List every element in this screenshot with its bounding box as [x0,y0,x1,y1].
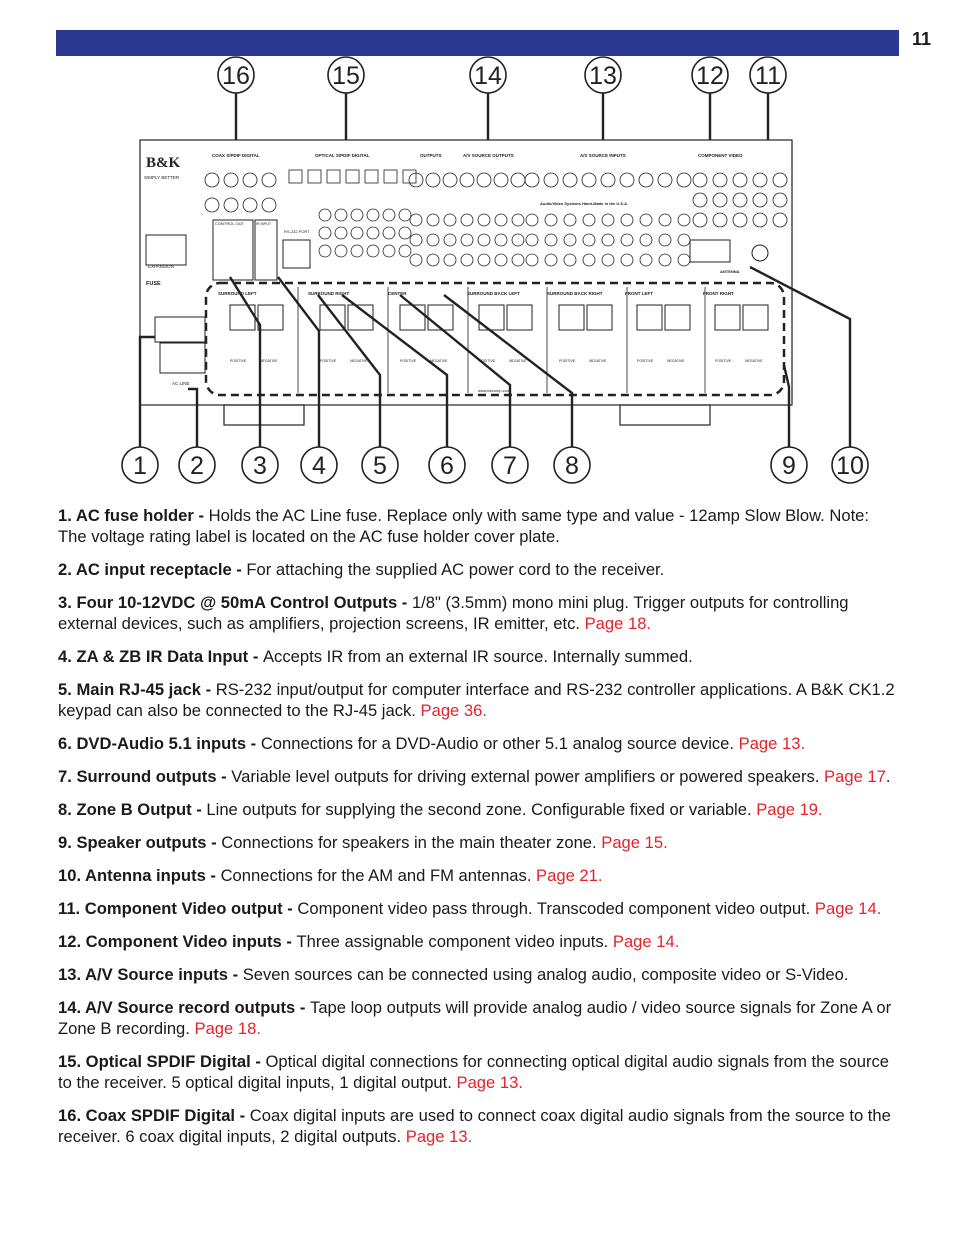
description-item [58,997,898,1039]
brand-logo: B&K [146,155,181,171]
callouts-top [218,57,786,93]
item-term: 12. Component Video inputs - [58,932,297,951]
ir-input-label: IR INPUT [256,222,271,226]
av-inputs-title: A/V SOURCE INPUTS [580,153,626,158]
page-reference-link[interactable]: Page 15. [601,833,668,852]
description-item [58,832,898,853]
negative-label: NEGATIVE [260,359,278,363]
item-term: 6. DVD-Audio 5.1 inputs - [58,734,261,753]
item-text: Component video pass through. Transcoded component video output. [297,899,815,918]
callouts-bottom [122,447,868,483]
rear-panel-diagram [100,55,864,495]
description-item [58,646,898,667]
brand-tagline: SIMPLY BETTER [144,175,180,180]
page-reference-link[interactable]: Page 19. [756,800,823,819]
negative-label: NEGATIVE [667,359,685,363]
negative-label: NEGATIVE [509,359,527,363]
positive-label: POSITIVE [400,359,417,363]
item-term: 3. Four 10-12VDC @ 50mA Control Outputs - [58,593,412,612]
item-text: Variable level outputs for driving external power amplifiers or powered speakers. [231,767,825,786]
positive-label: POSITIVE [320,359,337,363]
speaker-section-label: FRONT LEFT [625,291,653,296]
item-term: 2. AC input receptacle - [58,560,247,579]
description-item [58,1105,898,1147]
item-term: 13. A/V Source inputs - [58,965,243,984]
optical-title: OPTICAL S/PDIF DIGITAL [315,153,370,158]
component-title: COMPONENT VIDEO [698,153,743,158]
page-reference-link[interactable]: Page 17 [824,767,886,786]
page-reference-link[interactable]: Page 18. [194,1019,261,1038]
callout-number: 11 [755,62,781,90]
item-text: Seven sources can be connected using analog audio, composite video or S-Video. [242,965,849,984]
item-tail: . [885,767,891,786]
ac-line-label: AC LINE [172,381,190,386]
speaker-section-label: CENTER [388,291,407,296]
positive-label: POSITIVE [230,359,247,363]
item-text: 1/8" (3.5mm) mono mini plug. Trigger outputs for controlling external devices, such as amplifiers, projection screens, IR emitter, etc. [58,593,849,633]
outputs-title: OUTPUTS [420,153,442,158]
page-number: 11 [912,29,932,49]
item-term: 11. Component Video output - [58,899,298,918]
control-out-label: CONTROL OUT [215,221,244,226]
item-text: Tape loop outputs will provide analog audio / video source signals for Zone A or Zone B recording. [58,998,892,1038]
callout-number: 1 [133,452,147,480]
description-item [58,766,898,787]
item-text: For attaching the supplied AC power cord to the receiver. [246,560,665,579]
description-item [58,964,898,985]
speaker-section-label: SURROUND BACK RIGHT [547,291,603,296]
callout-number: 12 [696,62,724,90]
item-text: Connections for a DVD-Audio or other 5.1 analog source device. [260,734,739,753]
description-item [58,931,898,952]
callout-number: 2 [190,452,204,480]
made-in-text: Audio/Video Systems Hand-Made in the U.S.A. [540,201,629,206]
speaker-section-label: SURROUND LEFT [218,291,257,296]
callout-number: 14 [474,62,502,90]
callout-number: 5 [373,452,387,480]
item-text: Line outputs for supplying the second zone. Configurable fixed or variable. [206,800,757,819]
antenna-label: ANTENNA [720,269,740,274]
item-text: RS-232 input/output for computer interface and RS-232 controller applications. A B&K CK1.2 keypad can also be connected to the RJ-45 jack. [58,680,895,720]
callout-number: 7 [503,452,517,480]
item-term: 10. Antenna inputs - [58,866,221,885]
item-text: Coax digital inputs are used to connect coax digital audio signals from the source to the receiver. 6 coax digital inputs, 2 digital outputs. [58,1106,891,1146]
page-reference-link[interactable]: Page 18. [584,614,652,633]
callout-number: 6 [440,452,454,480]
positive-label: POSITIVE [559,359,576,363]
description-item [58,559,898,580]
negative-label: NEGATIVE [430,359,448,363]
speaker-section-label: SURROUND RIGHT [308,291,350,296]
coax-title: COAX S/PDIF DIGITAL [212,153,260,158]
item-term: 9. Speaker outputs - [58,833,222,852]
negative-label: NEGATIVE [589,359,607,363]
description-list [58,505,898,1159]
description-item [58,898,898,919]
callout-number: 10 [836,452,864,480]
description-item [58,592,898,634]
item-text: Three assignable component video inputs. [296,932,613,951]
speaker-section-label: SURROUND BACK LEFT [467,291,520,296]
item-text: Connections for the AM and FM antennas. [220,866,537,885]
callout-number: 8 [565,452,579,480]
positive-label: POSITIVE [637,359,654,363]
fuse-label: FUSE [146,281,161,287]
page-reference-link[interactable]: Page 21. [536,866,603,885]
callout-number: 13 [589,62,617,90]
callout-number: 4 [312,452,326,480]
item-term: 16. Coax SPDIF Digital - [58,1106,250,1125]
website-text: www.bkcomp.com [478,388,511,393]
positive-label: POSITIVE [479,359,496,363]
callout-number: 16 [222,62,250,90]
item-term: 15. Optical SPDIF Digital - [58,1052,266,1071]
page-reference-link[interactable]: Page 36. [420,701,487,720]
speaker-section-label: FRONT RIGHT [703,291,734,296]
description-item [58,733,898,754]
page-reference-link[interactable]: Page 14. [814,899,882,918]
item-text: Connections for speakers in the main theater zone. [221,833,602,852]
description-item [58,1051,898,1093]
description-item [58,679,898,721]
negative-label: NEGATIVE [350,359,368,363]
item-term: 8. Zone B Output - [58,800,207,819]
item-term: 1. AC fuse holder - [58,506,209,525]
page-reference-link[interactable]: Page 13. [738,734,806,753]
callout-number: 9 [782,452,796,480]
item-text: Accepts IR from an external IR source. Internally summed. [262,647,693,666]
positive-label: POSITIVE [715,359,732,363]
page-reference-link[interactable]: Page 13. [405,1127,473,1146]
rs232-label: RS-232 PORT [284,229,310,234]
description-item [58,799,898,820]
negative-label: NEGATIVE [745,359,763,363]
expansion-label: EXPANSION [148,264,174,269]
item-text: Holds the AC Line fuse. Replace only with same type and value - 12amp Slow Blow. Note: The voltage rating label is located on the AC fuse holder cover plate. [58,506,870,546]
description-item [58,505,898,547]
item-term: 5. Main RJ-45 jack - [58,680,216,699]
page-reference-link[interactable]: Page 13. [456,1073,523,1092]
header-bar [56,30,899,56]
item-term: 7. Surround outputs - [58,767,232,786]
item-term: 14. A/V Source record outputs - [58,998,311,1017]
description-item [58,865,898,886]
callout-number: 15 [332,62,360,90]
page-reference-link[interactable]: Page 14. [612,932,680,951]
av-outputs-title: A/V SOURCE OUTPUTS [463,153,514,158]
item-text: Optical digital connections for connecting optical digital audio signals from the source to the receiver. 5 optical digital inputs, 1 digital output. [58,1052,890,1092]
item-term: 4. ZA & ZB IR Data Input - [58,647,263,666]
callout-number: 3 [253,452,267,480]
